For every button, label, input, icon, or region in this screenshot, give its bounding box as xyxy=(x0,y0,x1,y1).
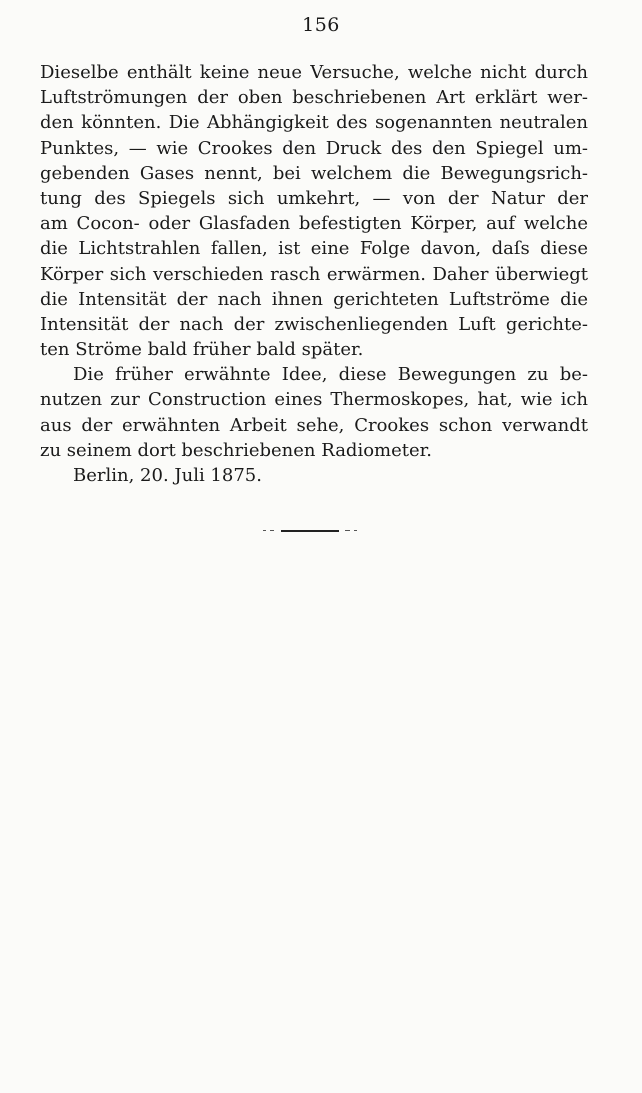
text-line: den könnten. Die Abhängigkeit des sogenannten neutralen xyxy=(40,112,588,134)
text-line: zu seinem dort beschriebenen Radiometer. xyxy=(40,439,433,461)
paragraph-1 xyxy=(40,60,588,362)
text-line: Körper sich verschieden rasch erwärmen. Daher überwiegt xyxy=(40,263,588,285)
rule-dot xyxy=(345,530,350,531)
text-line: aus der erwähnten Arbeit sehe, Crookes schon verwandt xyxy=(40,414,588,436)
text-line: Punktes, — wie Crookes den Druck des den Spiegel um- xyxy=(40,137,588,159)
rule-dot xyxy=(354,530,357,531)
body-text xyxy=(40,60,588,488)
text-line: gebenden Gases nennt, bei welchem die Bewegungsrich- xyxy=(40,162,588,184)
rule-dot xyxy=(270,530,274,531)
text-line: Dieselbe enthält keine neue Versuche, welche nicht durch xyxy=(40,62,588,83)
paragraph-2 xyxy=(40,362,588,463)
text-line: Die früher erwähnte Idee, diese Bewegungen zu be- xyxy=(73,364,588,386)
dateline: Berlin, 20. Juli 1875. xyxy=(73,465,262,486)
text-line: nutzen zur Construction eines Thermoskopes, hat, wie ich xyxy=(40,389,588,411)
text-line: tung des Spiegels sich umkehrt, — von der Natur der xyxy=(40,187,588,209)
rule-bar xyxy=(281,530,339,532)
text-line: ten Ströme bald früher bald später. xyxy=(40,339,364,361)
text-line: Intensität der nach der zwischenliegenden Luft gerichte- xyxy=(40,313,588,335)
text-line: die Intensität der nach ihnen gerichteten Luftströme die xyxy=(40,288,588,310)
text-line: Luftströmungen der oben beschriebenen Art erklärt wer- xyxy=(40,87,588,109)
text-line: am Cocon- oder Glasfaden befestigten Körper, auf welche xyxy=(40,213,588,235)
page-number: 156 xyxy=(302,14,340,36)
text-line: die Lichtstrahlen fallen, ist eine Folge davon, daſs diese xyxy=(40,238,588,260)
section-end-rule xyxy=(263,530,357,532)
rule-dot xyxy=(263,530,266,531)
